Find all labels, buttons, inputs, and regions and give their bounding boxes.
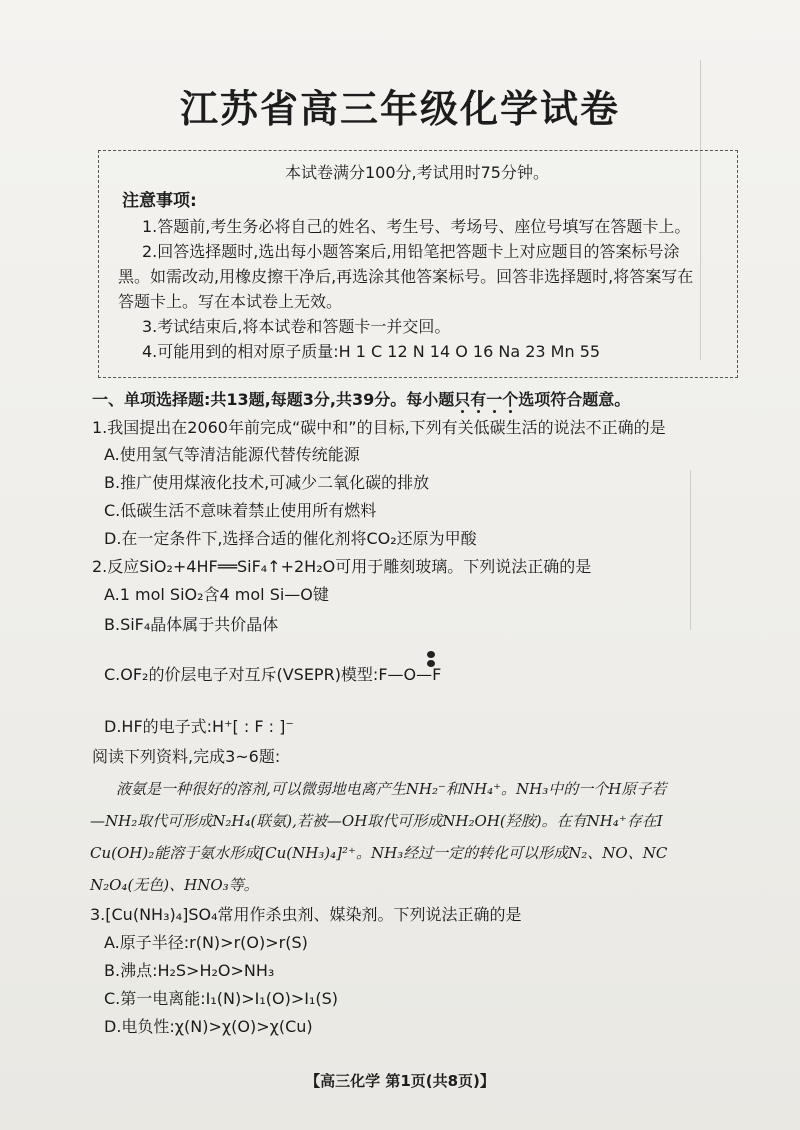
notice-item-1: 1.答题前,考生务必将自己的姓名、考生号、考场号、座位号填写在答题卡上。 [142,217,691,236]
reading-passage-line-4: N₂O₄(无色)、HNO₃等。 [90,876,259,894]
bleed-through-texture [690,470,797,630]
q3-option-c: C.第一电离能:I₁(N)>I₁(O)>I₁(S) [104,989,339,1008]
q1-option-a: A.使用氢气等清洁能源代替传统能源 [104,445,360,464]
notice-item-2b: 黑。如需改动,用橡皮擦干净后,再选涂其他答案标号。回答非选择题时,将答案写在 [118,267,694,286]
notice-item-4: 4.可能用到的相对原子质量:H 1 C 12 N 14 O 16 Na 23 Mn 55 [142,342,601,361]
emphasis-char: 有 [470,390,487,409]
section-heading [92,389,630,411]
score-time-note: 本试卷满分100分,考试用时75分钟。 [285,163,549,182]
notice-item-2a: 2.回答选择题时,选出每小题答案后,用铅笔把答题卡上对应题目的答案标号涂 [142,242,680,261]
notice-heading: 注意事项: [122,191,197,211]
reading-passage-line-1: 液氨是一种很好的溶剂,可以微弱地电离产生NH₂⁻和NH₄⁺。NH₃中的一个H原子若 [116,780,667,798]
notice-item-3: 3.考试结束后,将本试卷和答题卡一并交回。 [142,317,451,336]
q3-option-b: B.沸点:H₂S>H₂O>NH₃ [104,961,275,980]
reading-passage-line-3: Cu(OH)₂能溶于氨水形成[Cu(NH₃)₄]²⁺。NH₃经过一定的转化可以形成N₂、NO、NC [90,844,668,862]
emphasis-char: 一 [486,390,503,409]
q3-option-d: D.电负性:χ(N)>χ(O)>χ(Cu) [104,1017,313,1036]
q2-option-a: A.1 mol SiO₂含4 mol Si—O键 [104,585,329,604]
q3-option-a: A.原子半径:r(N)>r(O)>r(S) [104,933,308,952]
exam-title: 江苏省高三年级化学试卷 [179,87,620,131]
q3-stem: 3.[Cu(NH₃)₄]SO₄常用作杀虫剂、媒染剂。下列说法正确的是 [90,905,522,924]
section-heading-pre: 一、单项选择题:共13题,每题3分,共39分。每小题 [92,390,455,409]
q1-option-d: D.在一定条件下,选择合适的催化剂将CO₂还原为甲酸 [104,529,477,548]
q1-stem: 1.我国提出在2060年前完成“碳中和”的目标,下列有关低碳生活的说法不正确的是 [92,418,666,437]
reading-passage-line-2: —NH₂取代可形成N₂H₄(联氨),若被—OH取代可形成NH₂OH(羟胺)。在有NH₄⁺存在I [90,812,663,830]
notice-item-2c: 答题卡上。写在本试卷上无效。 [118,292,343,311]
page-footer: 【高三化学 第1页(共8页)】 [305,1072,495,1090]
q2-option-d: D.HF的电子式:H⁺[ : F : ]⁻ [104,717,294,736]
reading-intro: 阅读下列资料,完成3~6题: [92,747,281,766]
section-heading-post: 选项符合题意。 [518,390,631,409]
q2-stem: 2.反应SiO₂+4HF══SiF₄↑+2H₂O可用于雕刻玻璃。下列说法正确的是 [92,557,592,576]
q1-option-c: C.低碳生活不意味着禁止使用所有燃料 [104,501,377,520]
q2-option-b: B.SiF₄晶体属于共价晶体 [104,615,279,634]
emphasis-char: 个 [502,390,519,409]
q1-option-b: B.推广使用煤液化技术,可减少二氧化碳的排放 [104,473,430,492]
q2-option-c: C.OF₂的价层电子对互斥(VSEPR)模型:F—O—F [104,665,442,684]
emphasis-char: 只 [454,390,471,409]
